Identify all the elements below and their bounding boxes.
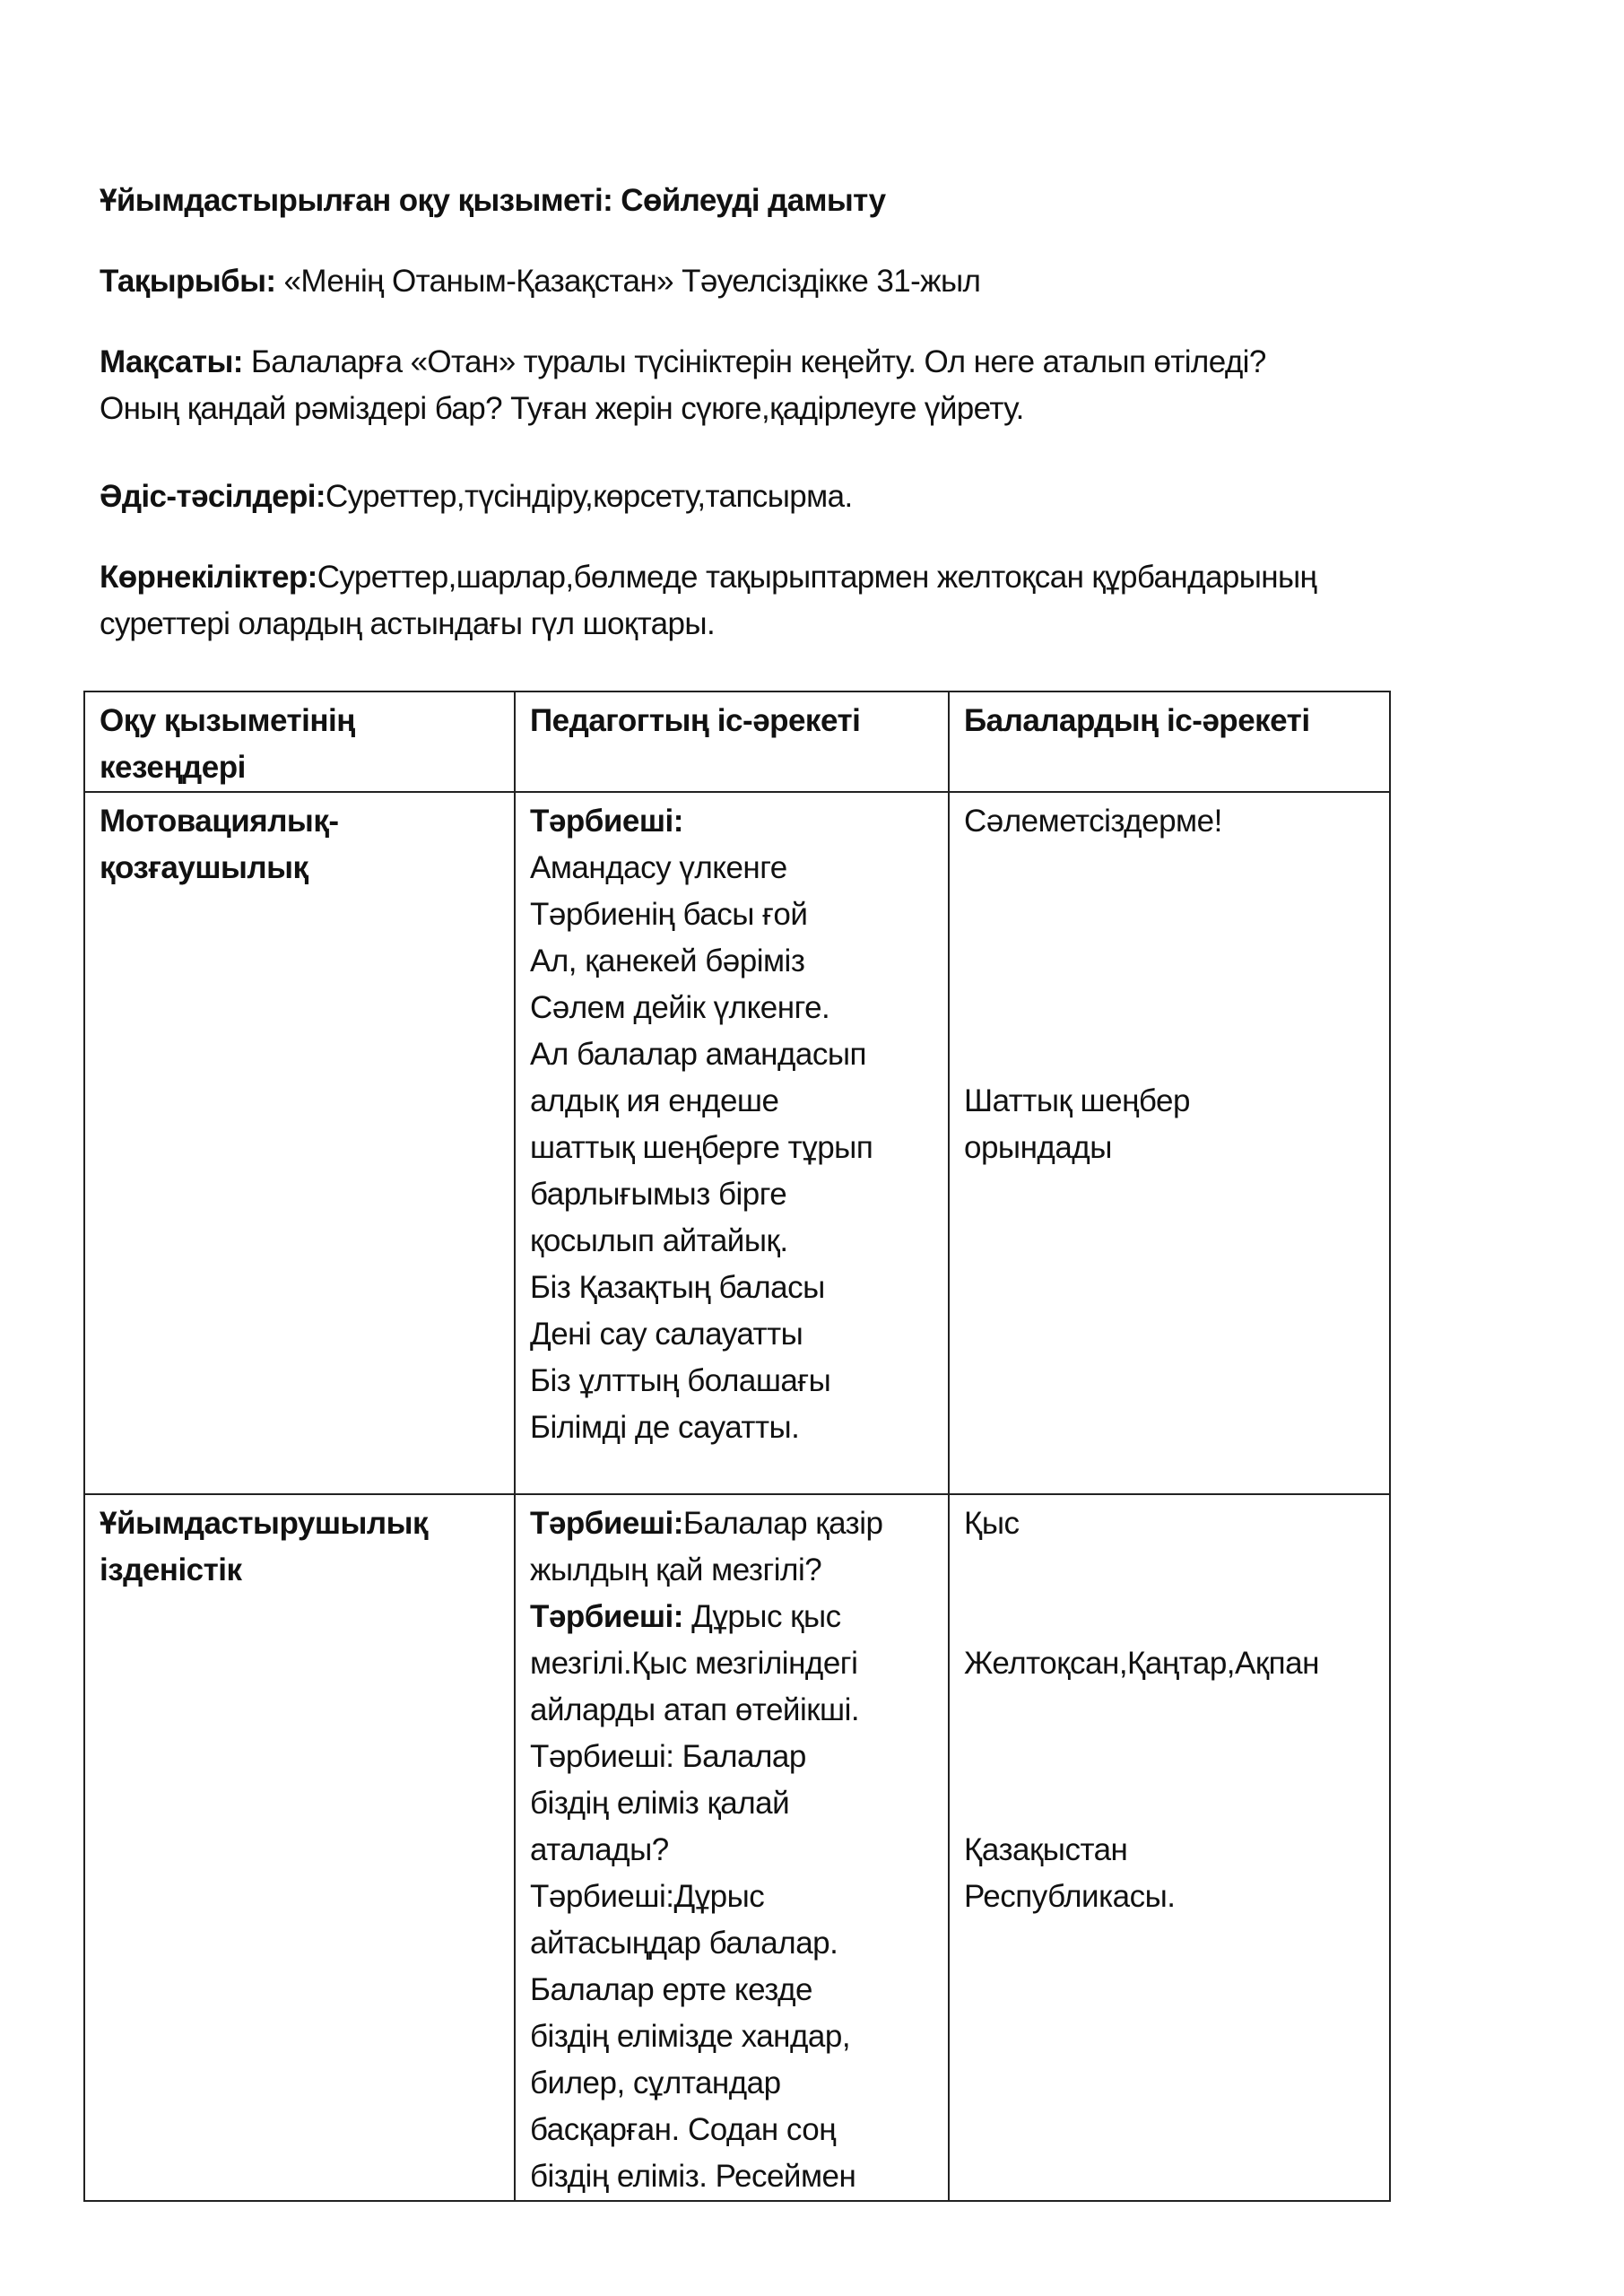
teacher-answer-line-2: мезгілі.Қыс мезгіліндегі <box>530 1646 858 1681</box>
table-header-row <box>84 691 1390 792</box>
teacher-line: айтасыңдар балалар. <box>530 1926 838 1961</box>
teacher-line: біздің еліміз. Ресеймен <box>530 2159 856 2194</box>
lesson-visuals <box>100 554 1534 648</box>
methods-value: Суреттер,түсіндіру,көрсету,тапсырма. <box>325 479 853 514</box>
teacher-line: билер, сұлтандар <box>530 2066 781 2100</box>
teacher-answer-line-1: Дұрыс қыс <box>682 1599 841 1634</box>
teacher-line: Амандасу үлкенге <box>530 850 787 885</box>
teacher-line: Дені сау салауатты <box>530 1317 803 1352</box>
teacher-line: Біз ұлттың болашағы <box>530 1363 831 1398</box>
lesson-title-label: Ұйымдастырылған оқу қызыметі: <box>100 183 613 218</box>
lesson-topic <box>100 258 1534 305</box>
table-row <box>84 1494 1390 2201</box>
children-country-line-2: Республикасы. <box>964 1879 1176 1914</box>
topic-value: «Менің Отаным-Қазақстан» Тәуелсіздікке 31-жыл <box>275 264 981 299</box>
teacher-line: алдық ия ендеше <box>530 1083 779 1118</box>
teacher-line: Тәрбиеші:Дұрыс <box>530 1879 765 1914</box>
children-greeting: Сәлеметсіздерме! <box>964 804 1222 839</box>
children-country-line-1: Қазақыстан <box>964 1832 1128 1867</box>
header-teacher-text: Педагогтың іс-әрекеті <box>530 703 861 738</box>
table-row <box>84 792 1390 1494</box>
children-months-answer: Желтоқсан,Қаңтар,Ақпан <box>964 1646 1319 1681</box>
teacher-line: шаттық шеңберге тұрып <box>530 1130 873 1165</box>
visuals-line-1: Суреттер,шарлар,бөлмеде тақырыптармен желтоқсан құрбандарының <box>317 560 1317 595</box>
teacher-cell <box>515 792 949 1494</box>
goal-label: Мақсаты: <box>100 344 243 379</box>
teacher-question-line-1: Балалар қазір <box>682 1506 883 1541</box>
goal-line-2: Оның қандай рәміздері бар? Туған жерін сүюге,қадірлеуге үйрету. <box>100 391 1024 426</box>
teacher-question-line-2: жылдың қай мезгілі? <box>530 1552 822 1587</box>
header-children-activity <box>949 691 1390 792</box>
children-cell <box>949 792 1390 1494</box>
teacher-line: біздің елімізде хандар, <box>530 2019 851 2054</box>
teacher-line: Ал, қанекей бәріміз <box>530 944 805 978</box>
teacher-answer-line-3: айларды атап өтейікші. <box>530 1692 860 1727</box>
teacher-line: қосылып айтайық. <box>530 1223 788 1258</box>
teacher-label: Тәрбиеші: <box>530 1599 683 1634</box>
teacher-line: Ал балалар амандасып <box>530 1037 866 1072</box>
stage-line-2: ізденістік <box>100 1552 242 1587</box>
children-season-answer: Қыс <box>964 1506 1020 1541</box>
teacher-line: басқарған. Содан соң <box>530 2112 837 2147</box>
teacher-line: Балалар ерте кезде <box>530 1972 812 2007</box>
lesson-title <box>100 178 1534 224</box>
stage-cell <box>84 792 515 1494</box>
header-teacher-activity <box>515 691 949 792</box>
children-circle-line-2: орындады <box>964 1130 1112 1165</box>
teacher-line: Біз Қазақтың баласы <box>530 1270 825 1305</box>
visuals-line-2: суреттері олардың астындағы гүл шоқтары. <box>100 606 716 641</box>
stage-line-1: Мотовациялық- <box>100 804 339 839</box>
teacher-line: Тәрбиеші: Балалар <box>530 1739 806 1774</box>
topic-label: Тақырыбы: <box>100 264 276 299</box>
teacher-line: Тәрбиенің басы ғой <box>530 897 808 932</box>
lesson-title-value: Сөйлеуді дамыту <box>621 183 886 218</box>
lesson-methods <box>100 474 1534 520</box>
teacher-line: аталады? <box>530 1832 669 1867</box>
header-stages-line-2: кезеңдері <box>100 750 246 785</box>
visuals-label: Көрнекіліктер: <box>100 560 317 595</box>
children-cell <box>949 1494 1390 2201</box>
teacher-cell <box>515 1494 949 2201</box>
teacher-line: біздің еліміз қалай <box>530 1786 790 1821</box>
teacher-line: Білімді де сауатты. <box>530 1410 800 1445</box>
goal-line-1: Балаларға «Отан» туралы түсініктерін кеңейту. Ол неге аталып өтіледі? <box>242 344 1266 379</box>
header-stages <box>84 691 515 792</box>
children-circle-line-1: Шаттық шеңбер <box>964 1083 1190 1118</box>
teacher-line: барлығымыз бірге <box>530 1177 787 1212</box>
lesson-table <box>83 691 1391 2202</box>
header-children-text: Балалардың іс-әрекеті <box>964 703 1310 738</box>
lesson-goal <box>100 339 1534 432</box>
stage-line-1: Ұйымдастырушылық <box>100 1506 429 1541</box>
header-stages-line-1: Оқу қызыметінің <box>100 703 355 738</box>
stage-line-2: қозғаушылық <box>100 850 308 885</box>
methods-label: Әдіс-тәсілдері: <box>100 479 326 514</box>
teacher-label: Тәрбиеші: <box>530 1506 683 1541</box>
stage-cell <box>84 1494 515 2201</box>
teacher-line: Сәлем дейік үлкенге. <box>530 990 830 1025</box>
teacher-label: Тәрбиеші: <box>530 804 683 839</box>
